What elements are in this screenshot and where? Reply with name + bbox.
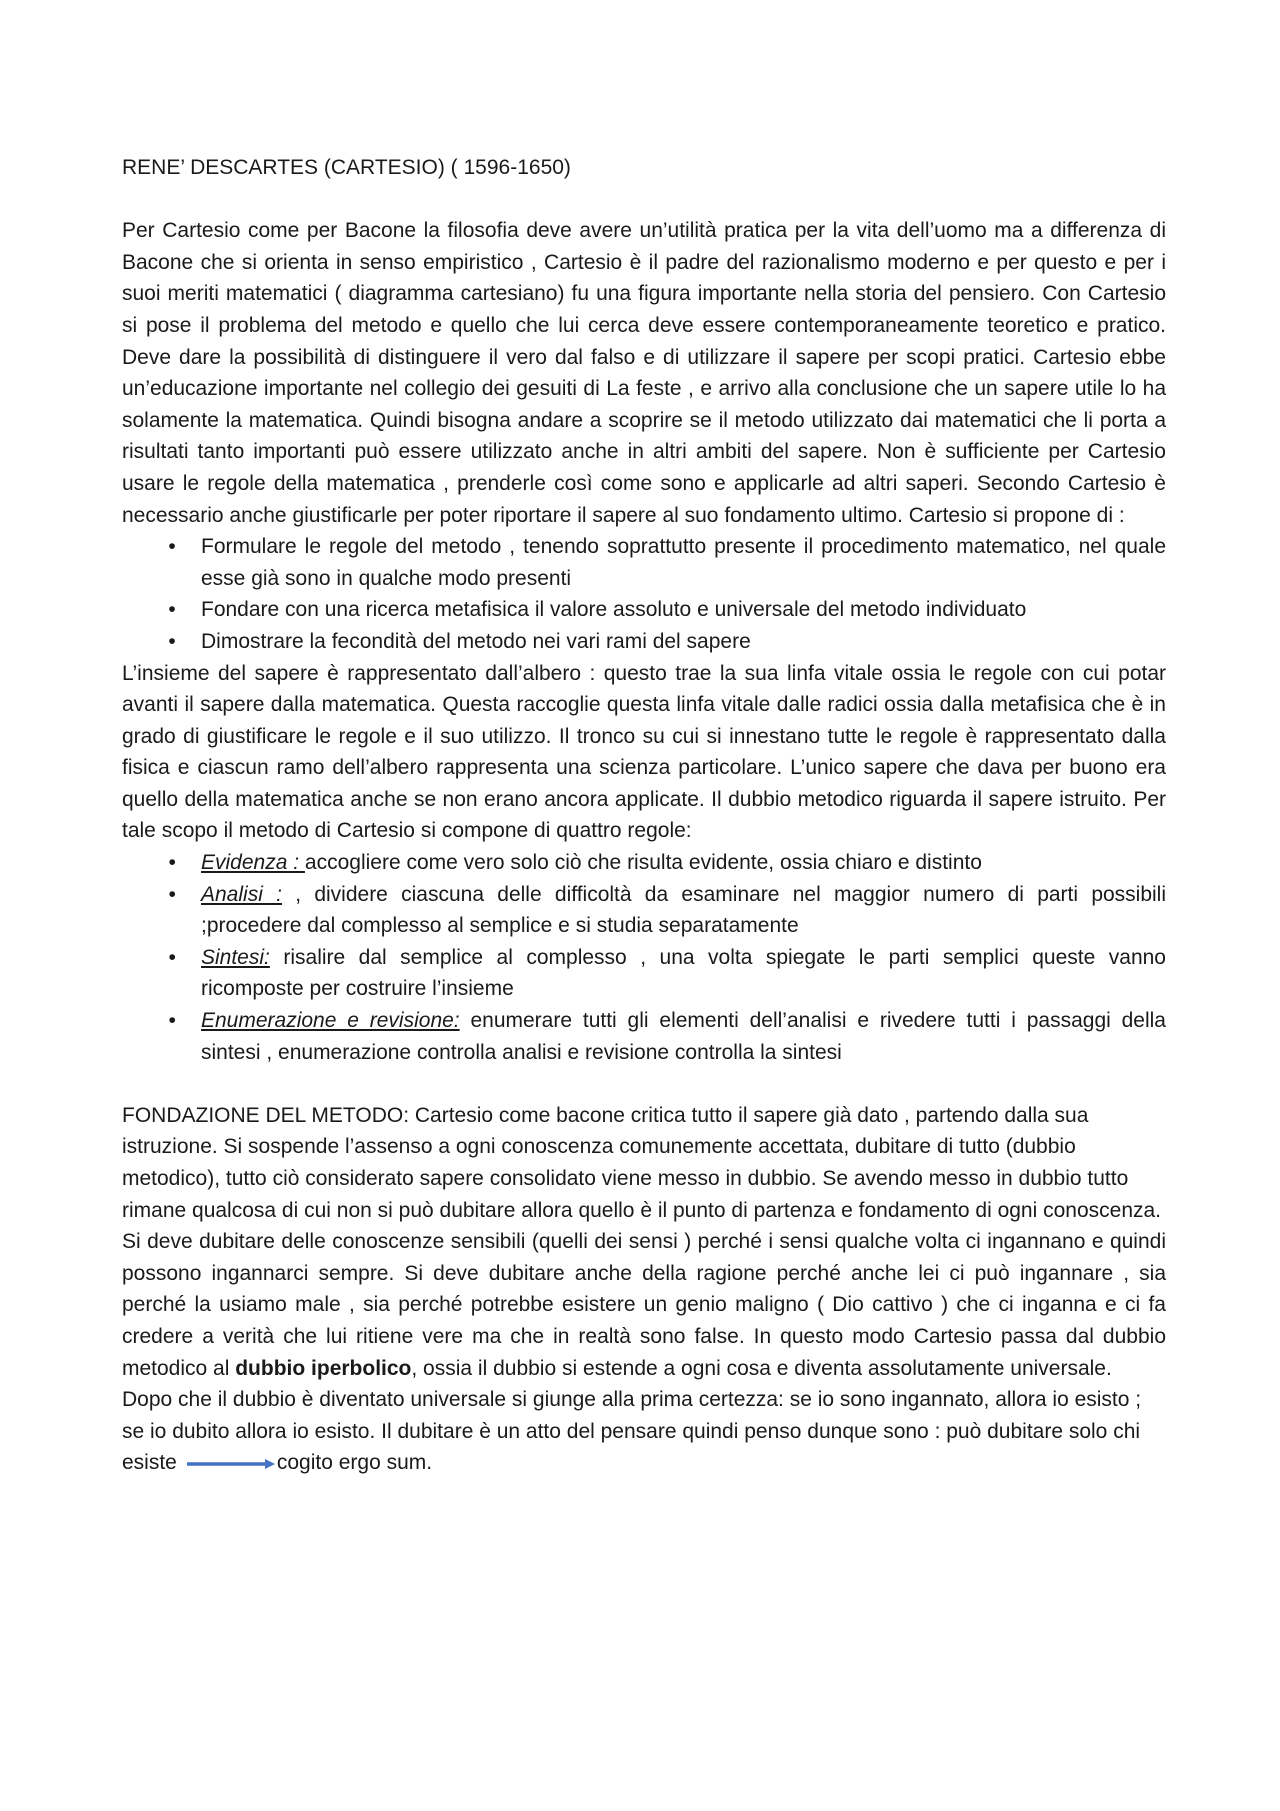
cogito-text: Dopo che il dubbio è diventato universale si giunge alla prima certezza: se io sono ingannato, allora io esisto ; se io dubito allora io esisto. Il dubitare è un atto del pensare quindi penso dunque sono : può dubitare solo chi esiste <box>122 1388 1142 1475</box>
list-item <box>122 594 1166 626</box>
senses-paragraph <box>122 1226 1166 1384</box>
rule-text: accogliere come vero solo ciò che risulta evidente, ossia chiaro e distinto <box>304 851 982 875</box>
bullet-icon: • <box>168 598 176 622</box>
list-item-text: Fondare con una ricerca metafisica il valore assoluto e universale del metodo individuato <box>201 598 1027 622</box>
bullet-icon: • <box>168 535 176 559</box>
rule-text: , dividere ciascuna delle difficoltà da esaminare nel maggior numero di parti possibili ;procedere dal complesso al semplice e si studia separatamente <box>201 882 1167 938</box>
rule-term: Sintesi: <box>201 945 270 969</box>
right-arrow-icon <box>187 1458 275 1470</box>
rules-list <box>122 847 1166 1068</box>
list-item <box>122 847 1166 879</box>
list-item <box>122 626 1166 658</box>
bullet-icon: • <box>168 851 176 875</box>
bullet-icon: • <box>168 1009 176 1033</box>
document-page <box>122 152 1166 1479</box>
tree-paragraph: L’insieme del sapere è rappresentato dall’albero : questo trae la sua linfa vitale ossia le regole con cui potar avanti il sapere dalla matematica. Questa raccoglie questa linfa vitale dalle radici ossia dalla metafisica che è in grado di giustificare le regole e il suo utilizzo. Il tronco su cui si innestano tutte le regole è rappresentato dalla fisica e ciascun ramo dell’albero rappresenta una scienza particolare. L’unico sapere che dava per buono era quello della matematica anche se non erano ancora applicate. Il dubbio metodico riguarda il sapere istruito. Per tale scopo il metodo di Cartesio si compone di quattro regole: <box>122 661 1166 843</box>
rule-term: Enumerazione e revisione: <box>201 1009 460 1033</box>
rule-text: risalire dal semplice al complesso , una volta spiegate le parti semplici queste vanno ricomposte per costruire l’insieme <box>201 945 1166 1001</box>
rule-text: enumerare tutti gli elementi dell’analisi e rivedere tutti i passaggi della sintesi , enumerazione controlla analisi e revisione controlla la sintesi <box>201 1009 1166 1064</box>
cogito-conclusion: cogito ergo sum. <box>276 1451 433 1475</box>
list-item <box>122 531 1166 594</box>
document-title: RENE’ DESCARTES (CARTESIO) ( 1596-1650) <box>122 156 571 179</box>
aims-list <box>122 531 1166 657</box>
list-item-text: Dimostrare la fecondità del metodo nei vari rami del sapere <box>201 629 751 653</box>
intro-paragraph: Per Cartesio come per Bacone la filosofia deve avere un’utilità pratica per la vita dell’uomo ma a differenza di Bacone che si orienta in senso empiristico , Cartesio è il padre del razionalismo moderno e per questo e per i suoi meriti matematici ( diagramma cartesiano) fu una figura importante nella storia del pensiero. Con Cartesio si pose il problema del metodo e quello che lui cerca deve essere contemporaneamente teoretico e pratico. Deve dare la possibilità di distinguere il vero dal falso e di utilizzare il sapere per scopi pratici. Cartesio ebbe un’educazione importante nel collegio dei gesuiti di La feste , e arrivo alla conclusione che un sapere utile lo ha solamente la matematica. Quindi bisogna andare a scoprire se il metodo utilizzato dai matematici che li porta a risultati tanto importanti può essere utilizzato anche in altri ambiti del sapere. Non è sufficiente per Cartesio usare le regole della matematica , prenderle così come sono e applicarle ad altri saperi. Secondo Cartesio è necessario anche giustificarle per poter riportare il sapere al suo fondamento ultimo. Cartesio si propone di : <box>122 219 1166 527</box>
dubbio-iperbolico-term: dubbio iperbolico <box>235 1356 412 1380</box>
rule-term: Analisi : <box>201 882 282 906</box>
bullet-icon: • <box>168 629 176 653</box>
list-item-text: Formulare le regole del metodo , tenendo soprattutto presente il procedimento matematico, nel quale esse già sono in qualche modo presenti <box>201 535 1166 590</box>
rule-term: Evidenza : <box>201 851 305 875</box>
list-item <box>122 879 1166 942</box>
senses-text-end: , ossia il dubbio si estende a ogni cosa e diventa assolutamente universale. <box>411 1356 1112 1380</box>
list-item <box>122 1005 1166 1068</box>
spacer <box>122 184 1166 216</box>
senses-text: Si deve dubitare delle conoscenze sensibili (quelli dei sensi ) perché i sensi qualche volta ci ingannano e quindi possono ingannarci sempre. Si deve dubitare anche della ragione perché anche lei ci può ingannare , sia perché la usiamo male , sia perché potrebbe esistere un genio maligno ( Dio cattivo ) che ci inganna e ci fa credere a verità che lui ritiene vere ma che in realtà sono false. In questo modo Cartesio passa dal dubbio metodico al <box>122 1230 1166 1380</box>
fondazione-paragraph: FONDAZIONE DEL METODO: Cartesio come bacone critica tutto il sapere già dato , partendo dalla sua istruzione. Si sospende l’assenso a ogni conoscenza comunemente accettata, dubitare di tutto (dubbio metodico), tutto ciò considerato sapere consolidato viene messo in dubbio. Se avendo messo in dubbio tutto rimane qualcosa di cui non si può dubitare allora quello è il punto di partenza e fondamento di ogni conoscenza. <box>122 1103 1162 1222</box>
cogito-paragraph <box>122 1384 1166 1479</box>
spacer <box>122 1068 1166 1100</box>
bullet-icon: • <box>168 882 176 906</box>
bullet-icon: • <box>168 945 176 969</box>
list-item <box>122 942 1166 1005</box>
